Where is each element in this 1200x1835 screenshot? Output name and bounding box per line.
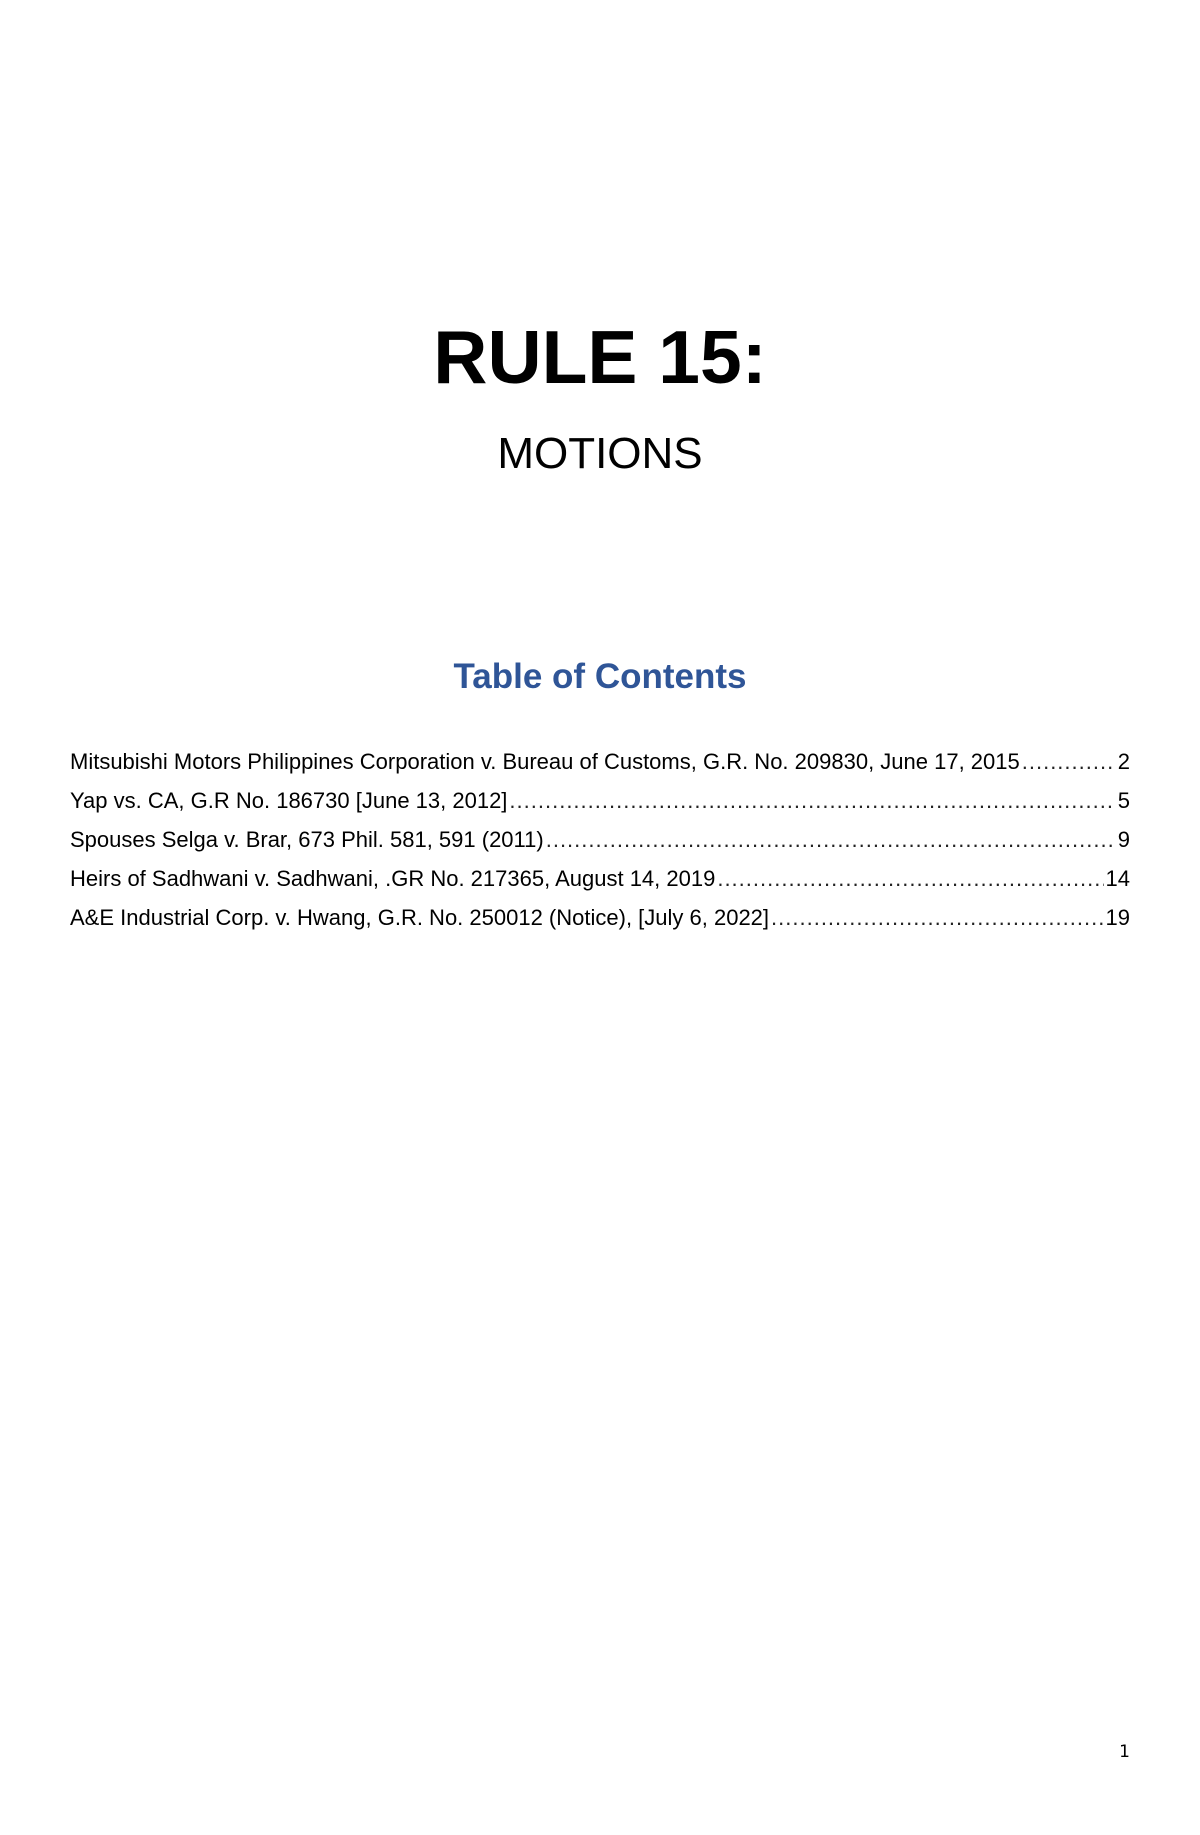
toc-leader-dots	[1022, 749, 1116, 775]
toc-entry-title[interactable]: A&E Industrial Corp. v. Hwang, G.R. No. 250012 (Notice), [July 6, 2022]	[70, 905, 770, 930]
toc-entry-title[interactable]: Yap vs. CA, G.R No. 186730 [June 13, 2012]	[70, 788, 508, 813]
toc-entry-page[interactable]: 19	[1105, 905, 1130, 930]
document-subtitle: MOTIONS	[497, 429, 703, 478]
toc-entry-title[interactable]: Heirs of Sadhwani v. Sadhwani, .GR No. 217365, August 14, 2019	[70, 866, 716, 891]
toc-leader-dots	[717, 866, 1103, 892]
toc-entry-page[interactable]: 2	[1117, 749, 1130, 774]
toc-entry[interactable]	[70, 749, 1130, 788]
toc-entry-page[interactable]: 9	[1117, 827, 1130, 852]
toc-entry[interactable]	[70, 905, 1130, 944]
toc-list	[70, 749, 1130, 944]
toc-entry-page[interactable]: 5	[1117, 788, 1130, 813]
page-number: 1	[1119, 1742, 1130, 1762]
toc-entry[interactable]	[70, 866, 1130, 905]
toc-leader-dots	[546, 827, 1116, 853]
toc-heading: Table of Contents	[453, 657, 747, 696]
toc-entry[interactable]	[70, 788, 1130, 827]
toc-entry-page[interactable]: 14	[1105, 866, 1130, 891]
toc-entry-title[interactable]: Mitsubishi Motors Philippines Corporation v. Bureau of Customs, G.R. No. 209830, June 17, 2015	[70, 749, 1020, 774]
document-title: RULE 15:	[433, 315, 767, 399]
toc-entry-title[interactable]: Spouses Selga v. Brar, 673 Phil. 581, 591 (2011)	[70, 827, 544, 852]
toc-entry[interactable]	[70, 827, 1130, 866]
toc-leader-dots	[771, 905, 1103, 931]
toc-leader-dots	[509, 788, 1115, 814]
